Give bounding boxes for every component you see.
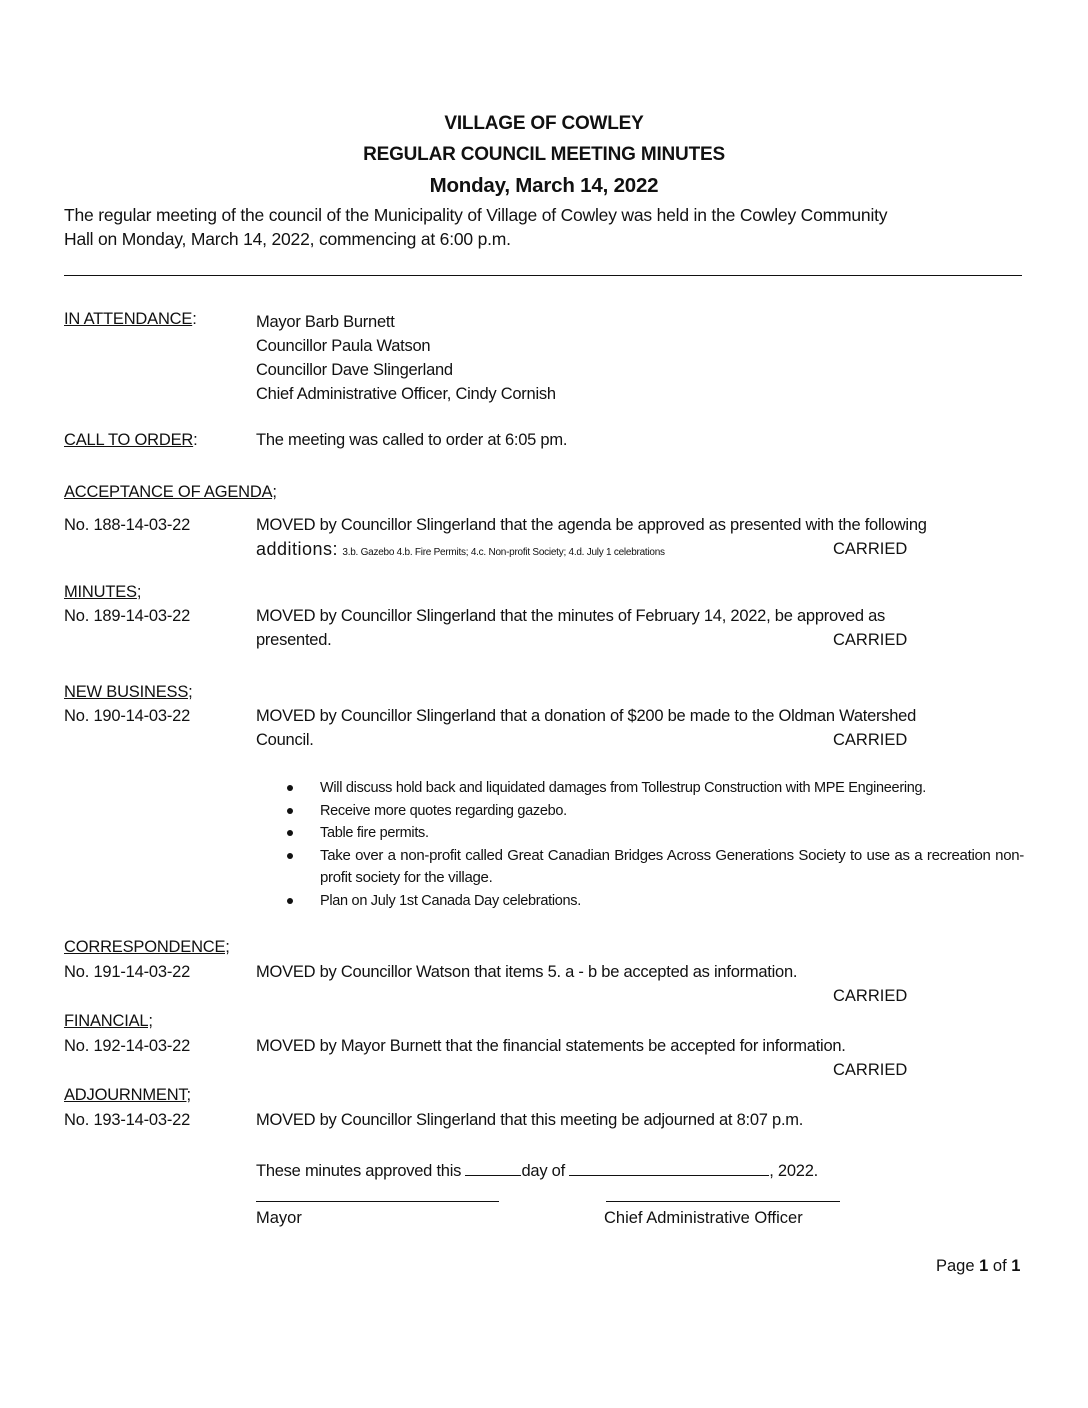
document-title: REGULAR COUNCIL MEETING MINUTES — [363, 144, 725, 165]
new-business-label: NEW BUSINESS; — [64, 683, 193, 701]
mayor-signature-line[interactable] — [256, 1201, 499, 1202]
motion-status: CARRIED — [833, 731, 908, 749]
bullet-icon — [287, 898, 293, 904]
adjournment-label: ADJOURNMENT; — [64, 1086, 191, 1104]
attendee: Chief Administrative Officer, Cindy Cornish — [256, 385, 556, 403]
bullet-icon — [287, 830, 293, 836]
approval-line: These minutes approved this day of , 2022. — [256, 1162, 818, 1180]
bullet-item: Plan on July 1st Canada Day celebrations. — [287, 890, 1024, 913]
bullet-item: Table fire permits. — [287, 822, 1024, 845]
bullet-item: Take over a non-profit called Great Canadian Bridges Across Generations Society to use as a recreation non-profit society for the village. — [287, 845, 1024, 890]
intro-line-1: The regular meeting of the council of the Municipality of Village of Cowley was held in the Cowley Community — [64, 205, 888, 225]
motion-status: CARRIED — [833, 987, 908, 1005]
motion-number: No. 192-14-03-22 — [64, 1037, 191, 1055]
motion-text-line-1: MOVED by Councillor Slingerland that this meeting be adjourned at 8:07 p.m. — [256, 1111, 804, 1129]
attendee: Councillor Paula Watson — [256, 337, 431, 355]
financial-label: FINANCIAL; — [64, 1012, 153, 1030]
attendance-list — [256, 310, 556, 406]
motion-status: CARRIED — [833, 540, 908, 558]
page-number: Page 1 of 1 — [936, 1257, 1021, 1275]
cao-signature-line[interactable] — [606, 1201, 840, 1202]
correspondence-label: CORRESPONDENCE; — [64, 938, 230, 956]
intro-paragraph — [64, 203, 1034, 251]
motion-text-line-1: MOVED by Councillor Slingerland that a donation of $200 be made to the Oldman Watershed — [256, 707, 917, 725]
mayor-signature-label: Mayor — [256, 1209, 302, 1227]
motion-text-line-1: MOVED by Councillor Slingerland that the agenda be approved as presented with the following — [256, 516, 927, 534]
motion-text-line-2: presented. — [256, 631, 332, 649]
motion-number: No. 188-14-03-22 — [64, 516, 191, 534]
attendance-label: IN ATTENDANCE: — [64, 310, 197, 328]
attendee: Mayor Barb Burnett — [256, 313, 395, 331]
motion-status: CARRIED — [833, 631, 908, 649]
intro-line-2: Hall on Monday, March 14, 2022, commencing at 6:00 p.m. — [64, 229, 511, 249]
motion-number: No. 190-14-03-22 — [64, 707, 191, 725]
motion-number: No. 191-14-03-22 — [64, 963, 191, 981]
motion-text-line-2: Council. — [256, 731, 314, 749]
bullet-icon — [287, 853, 293, 859]
bullet-icon — [287, 808, 293, 814]
motion-text-line-2: additions: 3.b. Gazebo 4.b. Fire Permits; 4.c. Non-profit Society; 4.d. July 1 celebrations — [256, 539, 665, 559]
bullet-item: Will discuss hold back and liquidated damages from Tollestrup Construction with MPE Engineering. — [287, 777, 1024, 800]
cao-signature-label: Chief Administrative Officer — [604, 1209, 803, 1227]
org-title: VILLAGE OF COWLEY — [444, 113, 644, 134]
agenda-label: ACCEPTANCE OF AGENDA; — [64, 483, 277, 501]
call-to-order-text: The meeting was called to order at 6:05 pm. — [256, 431, 568, 449]
minutes-label: MINUTES; — [64, 583, 142, 601]
bullet-icon — [287, 785, 293, 791]
meeting-date: Monday, March 14, 2022 — [429, 174, 659, 197]
motion-text-line-1: MOVED by Councillor Slingerland that the minutes of February 14, 2022, be approved as — [256, 607, 886, 625]
motion-number: No. 189-14-03-22 — [64, 607, 191, 625]
call-to-order-label: CALL TO ORDER: — [64, 431, 198, 449]
motion-status: CARRIED — [833, 1061, 908, 1079]
approval-month-blank[interactable] — [569, 1161, 769, 1176]
motion-text-line-1: MOVED by Mayor Burnett that the financial statements be accepted for information. — [256, 1037, 846, 1055]
header-divider — [64, 275, 1022, 276]
approval-day-blank[interactable] — [465, 1161, 521, 1176]
new-business-bullet-list — [287, 777, 1024, 912]
motion-number: No. 193-14-03-22 — [64, 1111, 191, 1129]
motion-text-line-1: MOVED by Councillor Watson that items 5. a - b be accepted as information. — [256, 963, 798, 981]
bullet-item: Receive more quotes regarding gazebo. — [287, 800, 1024, 823]
attendee: Councillor Dave Slingerland — [256, 361, 453, 379]
